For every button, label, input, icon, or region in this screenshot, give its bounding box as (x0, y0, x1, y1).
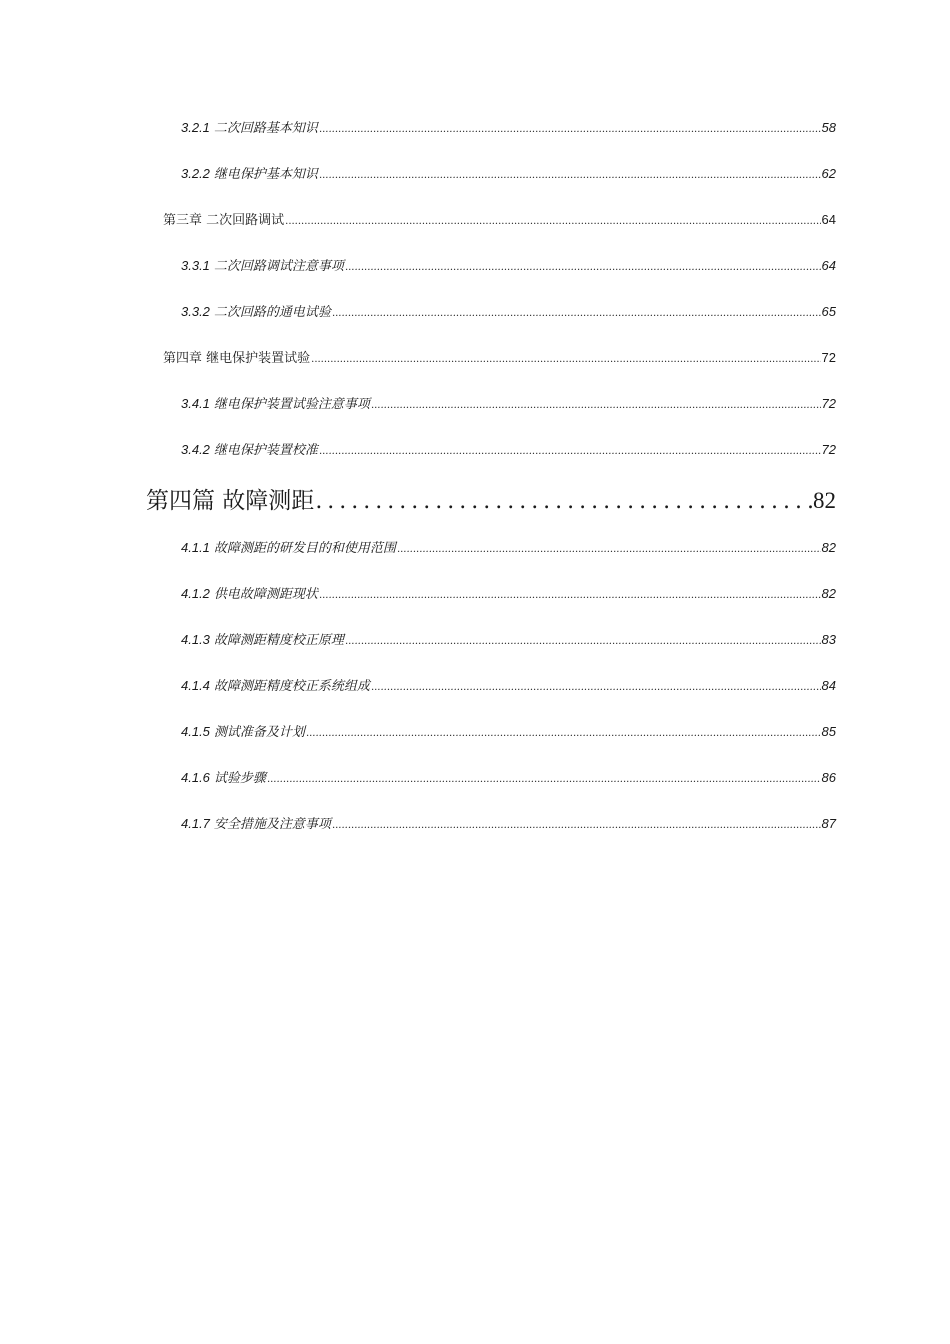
toc-entry-number: 3.4.1 (181, 396, 210, 411)
toc-dot-leader (345, 633, 821, 648)
toc-entry-page-number: 83 (821, 632, 836, 647)
toc-entry-page-number: 58 (821, 120, 836, 135)
toc-entry-number: 3.2.1 (181, 120, 210, 135)
toc-entry-3-2-2[interactable] (181, 163, 836, 182)
toc-entry-label (181, 439, 318, 458)
toc-entry-label (181, 393, 370, 412)
toc-entry-number: 4.1.3 (181, 632, 210, 647)
toc-entry-number: 3.3.1 (181, 258, 210, 273)
toc-entry-4-1-5[interactable] (181, 721, 836, 740)
toc-entry-title: 供电故障测距现状 (213, 587, 318, 602)
toc-entry-page-number: 87 (821, 816, 836, 831)
toc-entry-title: 继电保护基本知识 (213, 167, 318, 182)
toc-entry-page-number: 84 (821, 678, 836, 693)
toc-entry-page-number: 82 (821, 540, 836, 555)
toc-entry-label (181, 629, 344, 648)
toc-entry-4-1-3[interactable] (181, 629, 836, 648)
toc-dot-leader (319, 443, 821, 458)
toc-entry-page-number: 86 (821, 770, 836, 785)
toc-entry-title: 故障测距的研发目的和使用范围 (213, 541, 396, 556)
toc-entry-3-2-1[interactable] (181, 117, 836, 136)
toc-entry-4-1-2[interactable] (181, 583, 836, 602)
toc-dot-leader (397, 541, 821, 556)
toc-entry-number: 4.1.2 (181, 586, 210, 601)
toc-entry-chapter-3[interactable] (163, 209, 836, 228)
toc-entry-title: 故障测距精度校正系统组成 (213, 679, 370, 694)
toc-dot-leader (371, 397, 821, 412)
toc-entry-label (181, 813, 331, 832)
toc-entry-title: 测试准备及计划 (213, 725, 305, 740)
toc-entry-number: 3.2.2 (181, 166, 210, 181)
toc-entry-page-number: 72 (821, 350, 836, 365)
toc-entry-page-number: 82 (821, 586, 836, 601)
toc-entry-label (181, 117, 318, 136)
toc-entry-number: 4.1.5 (181, 724, 210, 739)
toc-dot-leader (306, 725, 821, 740)
toc-entry-title: 二次回路基本知识 (213, 121, 318, 136)
toc-dot-leader (332, 305, 821, 320)
toc-entry-title: 第四章 继电保护装置试验 (163, 351, 311, 366)
toc-dot-leader (285, 213, 820, 228)
toc-entry-number: 4.1.4 (181, 678, 210, 693)
toc-entry-title: 第三章 二次回路调试 (163, 213, 285, 228)
toc-entry-page-number: 85 (821, 724, 836, 739)
toc-entry-label (181, 537, 396, 556)
toc-entry-3-3-1[interactable] (181, 255, 836, 274)
toc-entry-3-4-1[interactable] (181, 393, 836, 412)
toc-entry-number: 3.4.2 (181, 442, 210, 457)
toc-dot-leader (315, 488, 812, 514)
toc-entry-part-4[interactable] (146, 482, 836, 515)
toc-entry-page-number: 64 (821, 212, 836, 227)
toc-entry-label (181, 721, 305, 740)
toc-dot-leader (332, 817, 821, 832)
toc-entry-title: 第四篇 故障测距 (146, 488, 315, 514)
toc-entry-4-1-6[interactable] (181, 767, 836, 786)
toc-entry-label (181, 255, 344, 274)
toc-dot-leader (319, 167, 821, 182)
toc-entry-4-1-7[interactable] (181, 813, 836, 832)
toc-entry-4-1-4[interactable] (181, 675, 836, 694)
toc-entry-label (181, 767, 266, 786)
toc-entry-title: 安全措施及注意事项 (213, 817, 331, 832)
toc-entry-4-1-1[interactable] (181, 537, 836, 556)
toc-entry-title: 继电保护装置校准 (213, 443, 318, 458)
toc-dot-leader (345, 259, 821, 274)
toc-entry-title: 继电保护装置试验注意事项 (213, 397, 370, 412)
toc-entry-title: 二次回路调试注意事项 (213, 259, 344, 274)
toc-entry-page-number: 72 (821, 396, 836, 411)
toc-entry-page-number: 62 (821, 166, 836, 181)
toc-entry-page-number: 65 (821, 304, 836, 319)
toc-dot-leader (267, 771, 821, 786)
toc-entry-label (181, 675, 370, 694)
toc-entry-page-number: 64 (821, 258, 836, 273)
toc-entry-number: 3.3.2 (181, 304, 210, 319)
toc-entry-chapter-4[interactable] (163, 347, 836, 366)
toc-entry-title: 二次回路的通电试验 (213, 305, 331, 320)
toc-dot-leader (311, 351, 820, 366)
toc-dot-leader (319, 587, 821, 602)
toc-entry-label (181, 163, 318, 182)
toc-entry-title: 试验步骤 (213, 771, 266, 786)
toc-entry-label (181, 583, 318, 602)
toc-entry-page-number: 82 (813, 488, 836, 513)
toc-entry-3-3-2[interactable] (181, 301, 836, 320)
toc-entry-3-4-2[interactable] (181, 439, 836, 458)
toc-entry-number: 4.1.6 (181, 770, 210, 785)
toc-entry-label (181, 301, 331, 320)
toc-entry-number: 4.1.7 (181, 816, 210, 831)
toc-dot-leader (371, 679, 821, 694)
toc-entry-title: 故障测距精度校正原理 (213, 633, 344, 648)
toc-dot-leader (319, 121, 821, 136)
toc-entry-number: 4.1.1 (181, 540, 210, 555)
toc-entry-page-number: 72 (821, 442, 836, 457)
